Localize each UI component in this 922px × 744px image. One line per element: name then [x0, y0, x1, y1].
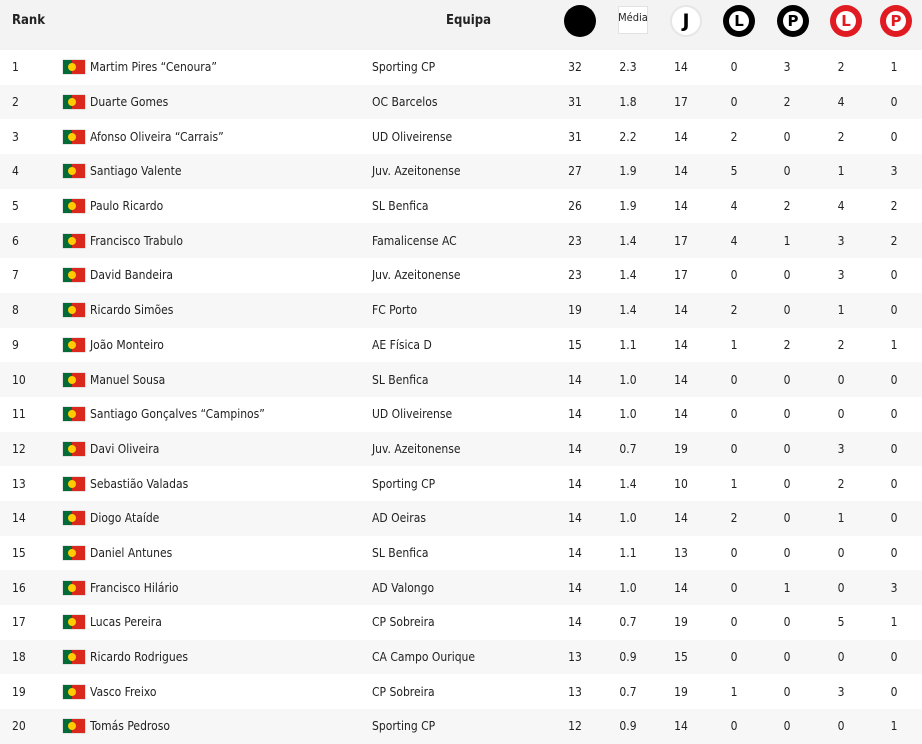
table-row[interactable] [0, 119, 922, 154]
p-red-icon[interactable]: P [880, 5, 912, 37]
games-cell: 14 [674, 303, 688, 318]
p-black-cell: 0 [783, 650, 791, 665]
goals-cell: 12 [568, 719, 582, 734]
games-cell: 13 [674, 545, 688, 560]
games-cell: 14 [674, 407, 688, 422]
flag-cell [63, 119, 85, 154]
games-cell: 14 [674, 129, 688, 144]
player-name[interactable]: João Monteiro [90, 337, 164, 352]
media-cell: 1.0 [619, 407, 637, 422]
player-name[interactable]: Manuel Sousa [90, 372, 166, 387]
rank-header[interactable]: Rank [12, 13, 46, 28]
flag-cell [63, 570, 85, 605]
rank-cell: 17 [12, 615, 26, 630]
portugal-flag-icon [63, 303, 85, 317]
l-red-cell: 0 [837, 545, 845, 560]
goals-cell: 13 [568, 650, 582, 665]
games-cell: 19 [674, 684, 688, 699]
table-row[interactable] [0, 501, 922, 536]
goals-cell: 14 [568, 615, 582, 630]
flag-cell [63, 536, 85, 571]
games-cell: 10 [674, 476, 688, 491]
portugal-flag-icon [63, 373, 85, 387]
rank-cell: 16 [12, 580, 26, 595]
l-black-cell: 0 [730, 268, 738, 283]
media-cell: 1.1 [619, 337, 637, 352]
flag-cell [63, 501, 85, 536]
goals-cell: 13 [568, 684, 582, 699]
p-black-cell: 0 [783, 268, 791, 283]
rank-cell: 2 [12, 95, 19, 110]
goals-cell: 14 [568, 407, 582, 422]
flag-cell [63, 223, 85, 258]
player-name[interactable]: Diogo Ataíde [90, 511, 160, 526]
table-row[interactable] [0, 432, 922, 467]
flag-cell [63, 50, 85, 85]
portugal-flag-icon [63, 234, 85, 248]
p-black-icon[interactable]: P [777, 5, 809, 37]
team-name[interactable]: Sporting CP [372, 719, 436, 734]
media-cell: 1.0 [619, 511, 637, 526]
player-name[interactable]: Daniel Antunes [90, 545, 173, 560]
l-black-cell: 0 [730, 95, 738, 110]
p-red-cell: 3 [890, 164, 898, 179]
team-name[interactable]: UD Oliveirense [372, 129, 453, 144]
l-black-cell: 0 [730, 60, 738, 75]
table-row[interactable] [0, 570, 922, 605]
portugal-flag-icon [63, 546, 85, 560]
portugal-flag-icon [63, 130, 85, 144]
portugal-flag-icon [63, 199, 85, 213]
l-red-cell: 5 [837, 615, 845, 630]
player-name[interactable]: Francisco Trabulo [90, 233, 183, 248]
player-name[interactable]: Davi Oliveira [90, 441, 160, 456]
games-cell: 17 [674, 268, 688, 283]
p-red-cell: 2 [890, 199, 898, 214]
p-red-cell: 0 [890, 95, 898, 110]
rank-cell: 14 [12, 511, 26, 526]
l-black-cell: 0 [730, 372, 738, 387]
p-black-cell: 0 [783, 476, 791, 491]
p-black-cell: 0 [783, 719, 791, 734]
rank-cell: 7 [12, 268, 19, 283]
goals-cell: 27 [568, 164, 582, 179]
table-row[interactable] [0, 640, 922, 675]
table-row[interactable] [0, 293, 922, 328]
rank-cell: 12 [12, 441, 26, 456]
team-name[interactable]: Sporting CP [372, 60, 436, 75]
media-cell: 1.1 [619, 545, 637, 560]
l-black-cell: 1 [730, 476, 738, 491]
games-cell: 17 [674, 233, 688, 248]
p-black-cell: 3 [783, 60, 791, 75]
p-red-cell: 2 [890, 233, 898, 248]
media-cell: 1.4 [619, 303, 637, 318]
l-red-cell: 2 [837, 60, 845, 75]
goals-cell: 32 [568, 60, 582, 75]
goals-cell: 14 [568, 580, 582, 595]
team-name[interactable]: OC Barcelos [372, 95, 438, 110]
team-name[interactable]: SL Benfica [372, 372, 429, 387]
portugal-flag-icon [63, 615, 85, 629]
l-red-cell: 2 [837, 129, 845, 144]
goals-cell: 14 [568, 476, 582, 491]
team-name[interactable]: Juv. Azeitonense [372, 441, 461, 456]
l-black-cell: 4 [730, 233, 738, 248]
goals-cell: 23 [568, 268, 582, 283]
media-cell: 0.9 [619, 719, 637, 734]
table-row[interactable] [0, 362, 922, 397]
l-black-cell: 0 [730, 580, 738, 595]
p-red-cell: 1 [890, 615, 898, 630]
rank-cell: 10 [12, 372, 26, 387]
p-red-cell: 0 [890, 303, 898, 318]
team-name[interactable]: UD Oliveirense [372, 407, 453, 422]
goals-cell: 15 [568, 337, 582, 352]
media-header[interactable]: Média [618, 6, 648, 34]
goals-cell: 31 [568, 129, 582, 144]
media-cell: 2.3 [619, 60, 637, 75]
goals-cell: 14 [568, 545, 582, 560]
games-cell: 14 [674, 60, 688, 75]
p-black-cell: 0 [783, 545, 791, 560]
goals-cell: 19 [568, 303, 582, 318]
l-red-cell: 3 [837, 684, 845, 699]
games-cell: 14 [674, 337, 688, 352]
team-name[interactable]: Juv. Azeitonense [372, 268, 461, 283]
media-cell: 1.8 [619, 95, 637, 110]
p-black-cell: 0 [783, 407, 791, 422]
media-cell: 1.9 [619, 164, 637, 179]
p-red-cell: 0 [890, 511, 898, 526]
l-red-icon[interactable]: L [830, 5, 862, 37]
media-cell: 0.7 [619, 615, 637, 630]
player-name[interactable]: Francisco Hilário [90, 580, 179, 595]
media-cell: 0.7 [619, 441, 637, 456]
media-cell: 1.9 [619, 199, 637, 214]
l-black-cell: 2 [730, 303, 738, 318]
table-body [0, 50, 922, 744]
p-red-cell: 0 [890, 441, 898, 456]
p-black-cell: 2 [783, 337, 791, 352]
flag-cell [63, 85, 85, 120]
media-cell: 1.4 [619, 268, 637, 283]
flag-cell [63, 709, 85, 744]
media-cell: 0.7 [619, 684, 637, 699]
games-cell: 19 [674, 441, 688, 456]
p-red-cell: 0 [890, 476, 898, 491]
portugal-flag-icon [63, 164, 85, 178]
team-header[interactable]: Equipa [446, 13, 491, 28]
goals-cell: 14 [568, 441, 582, 456]
rank-cell: 13 [12, 476, 26, 491]
rank-cell: 3 [12, 129, 19, 144]
l-black-cell: 2 [730, 129, 738, 144]
portugal-flag-icon [63, 477, 85, 491]
l-black-cell: 0 [730, 719, 738, 734]
games-cell: 14 [674, 719, 688, 734]
games-cell: 15 [674, 650, 688, 665]
p-red-cell: 1 [890, 337, 898, 352]
p-red-cell: 0 [890, 650, 898, 665]
portugal-flag-icon [63, 268, 85, 282]
rank-cell: 20 [12, 719, 26, 734]
table-row[interactable] [0, 397, 922, 432]
goals-cell: 14 [568, 511, 582, 526]
l-black-cell: 4 [730, 199, 738, 214]
p-black-cell: 1 [783, 580, 791, 595]
rank-cell: 19 [12, 684, 26, 699]
l-red-cell: 4 [837, 95, 845, 110]
portugal-flag-icon [63, 442, 85, 456]
l-red-cell: 3 [837, 441, 845, 456]
flag-cell [63, 328, 85, 363]
team-name[interactable]: CP Sobreira [372, 684, 435, 699]
table-row[interactable] [0, 223, 922, 258]
l-red-cell: 0 [837, 719, 845, 734]
l-red-cell: 1 [837, 303, 845, 318]
p-black-cell: 0 [783, 684, 791, 699]
player-name[interactable]: Ricardo Simões [90, 303, 174, 318]
games-cell: 17 [674, 95, 688, 110]
table-row[interactable] [0, 709, 922, 744]
goals-ball-icon[interactable] [564, 5, 596, 37]
p-red-cell: 0 [890, 268, 898, 283]
l-red-cell: 0 [837, 372, 845, 387]
media-cell: 2.2 [619, 129, 637, 144]
player-name[interactable]: David Bandeira [90, 268, 174, 283]
player-name[interactable]: Santiago Valente [90, 164, 182, 179]
games-j-icon[interactable]: J [670, 5, 702, 37]
table-row[interactable] [0, 605, 922, 640]
portugal-flag-icon [63, 338, 85, 352]
flag-cell [63, 605, 85, 640]
l-red-cell: 4 [837, 199, 845, 214]
media-cell: 1.0 [619, 580, 637, 595]
flag-cell [63, 189, 85, 224]
games-cell: 14 [674, 372, 688, 387]
p-black-cell: 0 [783, 372, 791, 387]
team-name[interactable]: Famalicense AC [372, 233, 457, 248]
games-cell: 14 [674, 580, 688, 595]
goals-cell: 31 [568, 95, 582, 110]
rank-cell: 8 [12, 303, 19, 318]
p-red-cell: 1 [890, 60, 898, 75]
portugal-flag-icon [63, 685, 85, 699]
l-red-cell: 3 [837, 233, 845, 248]
l-black-cell: 0 [730, 615, 738, 630]
l-black-cell: 5 [730, 164, 738, 179]
l-red-cell: 0 [837, 650, 845, 665]
rank-cell: 15 [12, 545, 26, 560]
rank-cell: 9 [12, 337, 19, 352]
games-cell: 14 [674, 199, 688, 214]
table-row[interactable] [0, 189, 922, 224]
player-name[interactable]: Afonso Oliveira “Carrais” [90, 129, 224, 144]
p-black-cell: 0 [783, 164, 791, 179]
media-cell: 1.4 [619, 233, 637, 248]
p-black-cell: 0 [783, 441, 791, 456]
p-black-cell: 0 [783, 303, 791, 318]
table-row[interactable] [0, 50, 922, 85]
p-red-cell: 1 [890, 719, 898, 734]
table-row[interactable] [0, 466, 922, 501]
team-name[interactable]: Juv. Azeitonense [372, 164, 461, 179]
portugal-flag-icon [63, 95, 85, 109]
flag-cell [63, 640, 85, 675]
player-name[interactable]: Tomás Pedroso [90, 719, 170, 734]
flag-cell [63, 362, 85, 397]
p-black-cell: 2 [783, 95, 791, 110]
l-black-icon[interactable]: L [723, 5, 755, 37]
team-name[interactable]: Sporting CP [372, 476, 436, 491]
flag-cell [63, 258, 85, 293]
player-name[interactable]: Duarte Gomes [90, 95, 169, 110]
l-red-cell: 0 [837, 407, 845, 422]
p-black-cell: 0 [783, 615, 791, 630]
games-cell: 14 [674, 511, 688, 526]
games-cell: 14 [674, 164, 688, 179]
rank-cell: 4 [12, 164, 19, 179]
l-black-cell: 2 [730, 511, 738, 526]
flag-cell [63, 674, 85, 709]
player-name[interactable]: Martim Pires “Cenoura” [90, 60, 217, 75]
team-name[interactable]: SL Benfica [372, 199, 429, 214]
player-name[interactable]: Lucas Pereira [90, 615, 162, 630]
goals-cell: 26 [568, 199, 582, 214]
p-black-cell: 1 [783, 233, 791, 248]
player-name[interactable]: Ricardo Rodrigues [90, 650, 188, 665]
rank-cell: 5 [12, 199, 19, 214]
rank-cell: 11 [12, 407, 26, 422]
flag-cell [63, 154, 85, 189]
flag-cell [63, 293, 85, 328]
team-name[interactable]: SL Benfica [372, 545, 429, 560]
portugal-flag-icon [63, 511, 85, 525]
p-red-cell: 0 [890, 407, 898, 422]
media-cell: 1.4 [619, 476, 637, 491]
l-black-cell: 1 [730, 684, 738, 699]
p-red-cell: 3 [890, 580, 898, 595]
p-red-cell: 0 [890, 684, 898, 699]
l-black-cell: 0 [730, 545, 738, 560]
table-row[interactable] [0, 674, 922, 709]
l-red-cell: 2 [837, 476, 845, 491]
l-red-cell: 0 [837, 580, 845, 595]
p-black-cell: 2 [783, 199, 791, 214]
player-name[interactable]: Sebastião Valadas [90, 476, 189, 491]
portugal-flag-icon [63, 581, 85, 595]
table-row[interactable] [0, 536, 922, 571]
player-name[interactable]: Santiago Gonçalves “Campinos” [90, 407, 265, 422]
table-row[interactable] [0, 328, 922, 363]
flag-cell [63, 432, 85, 467]
player-name[interactable]: Paulo Ricardo [90, 199, 164, 214]
media-cell: 1.0 [619, 372, 637, 387]
l-red-cell: 2 [837, 337, 845, 352]
l-black-cell: 0 [730, 441, 738, 456]
team-name[interactable]: FC Porto [372, 303, 418, 318]
p-black-cell: 0 [783, 129, 791, 144]
table-header [0, 0, 922, 50]
flag-cell [63, 466, 85, 501]
portugal-flag-icon [63, 650, 85, 664]
l-red-cell: 1 [837, 164, 845, 179]
team-name[interactable]: AD Oeiras [372, 511, 426, 526]
p-red-cell: 0 [890, 372, 898, 387]
table-row[interactable] [0, 85, 922, 120]
p-red-cell: 0 [890, 545, 898, 560]
team-name[interactable]: CP Sobreira [372, 615, 435, 630]
games-cell: 19 [674, 615, 688, 630]
l-red-cell: 3 [837, 268, 845, 283]
portugal-flag-icon [63, 719, 85, 733]
rank-cell: 1 [12, 60, 19, 75]
goals-cell: 14 [568, 372, 582, 387]
l-black-cell: 0 [730, 407, 738, 422]
player-name[interactable]: Vasco Freixo [90, 684, 157, 699]
l-red-cell: 1 [837, 511, 845, 526]
l-black-cell: 1 [730, 337, 738, 352]
team-name[interactable]: CA Campo Ourique [372, 650, 476, 665]
portugal-flag-icon [63, 407, 85, 421]
p-red-cell: 0 [890, 129, 898, 144]
media-cell: 0.9 [619, 650, 637, 665]
rank-cell: 18 [12, 650, 26, 665]
goals-cell: 23 [568, 233, 582, 248]
flag-cell [63, 397, 85, 432]
portugal-flag-icon [63, 60, 85, 74]
team-name[interactable]: AE Física D [372, 337, 432, 352]
l-black-cell: 0 [730, 650, 738, 665]
p-black-cell: 0 [783, 511, 791, 526]
table-row[interactable] [0, 258, 922, 293]
table-row[interactable] [0, 154, 922, 189]
rank-cell: 6 [12, 233, 19, 248]
team-name[interactable]: AD Valongo [372, 580, 435, 595]
